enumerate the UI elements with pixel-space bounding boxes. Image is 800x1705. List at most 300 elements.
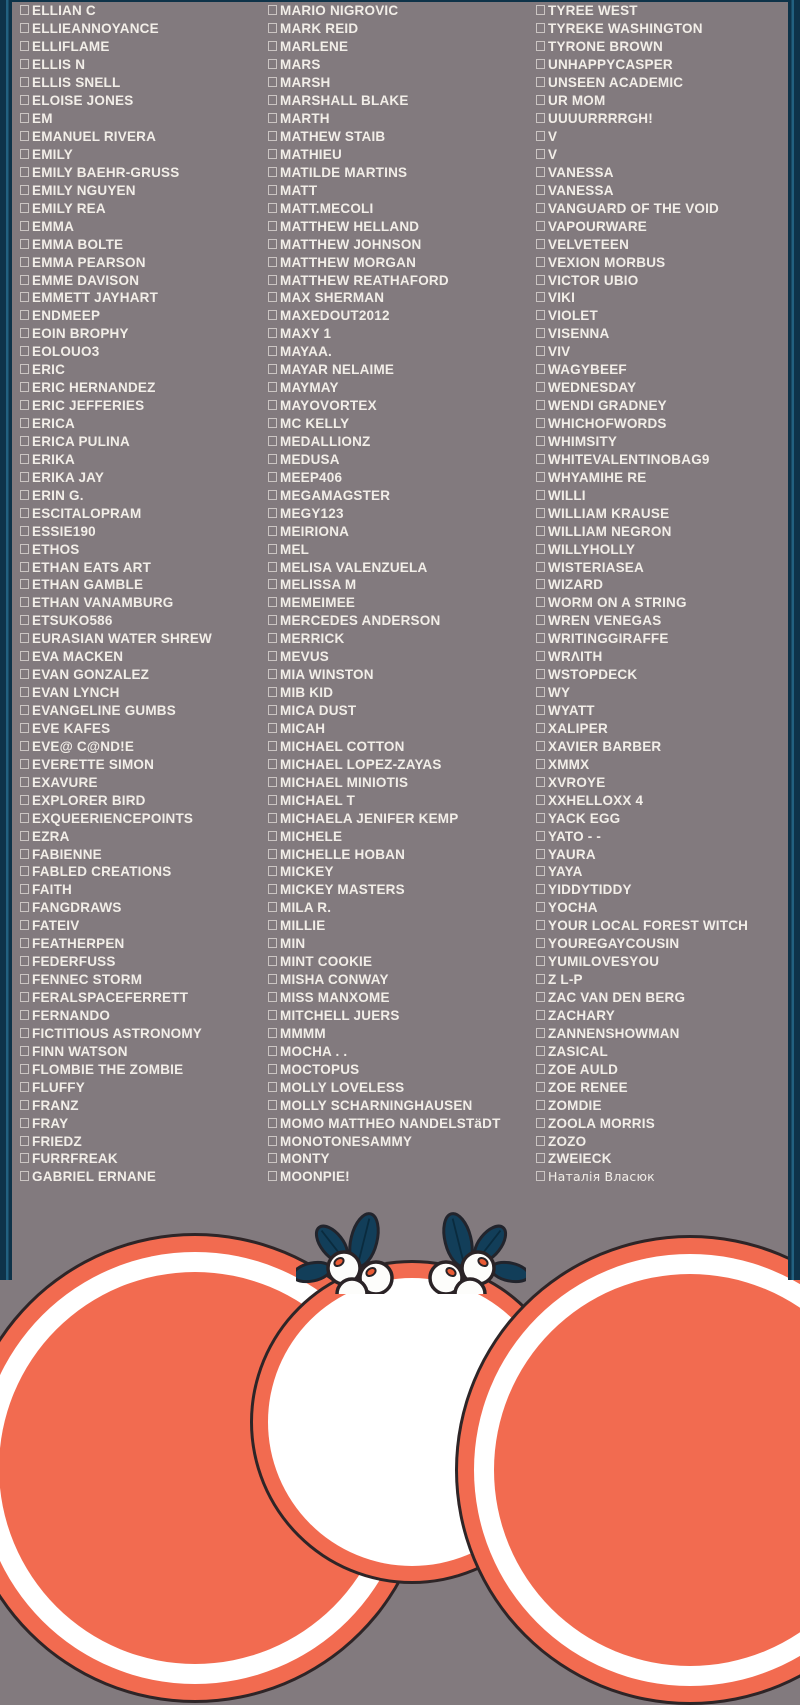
- credit-entry: [268, 486, 514, 504]
- checkbox-bullet-icon: [268, 203, 277, 213]
- credit-name: ZOOLA MORRIS: [548, 1115, 655, 1131]
- checkbox-bullet-icon: [268, 5, 277, 15]
- credit-name: FABIENNE: [32, 846, 102, 862]
- credit-entry: [536, 92, 782, 110]
- credit-name: MARIO NIGROVIC: [280, 3, 399, 19]
- checkbox-bullet-icon: [536, 364, 545, 374]
- checkbox-bullet-icon: [20, 149, 29, 159]
- credit-entry: [20, 809, 266, 827]
- checkbox-bullet-icon: [536, 597, 545, 607]
- credit-entry: [268, 540, 514, 558]
- credit-entry: [536, 110, 782, 128]
- credit-name: ZACHARY: [548, 1007, 615, 1024]
- credit-name: ELLIEANNOYANCE: [32, 21, 159, 37]
- credit-name: FICTITIOUS ASTRONOMY: [32, 1025, 202, 1042]
- credit-name: EOIN BROPHY: [32, 326, 129, 342]
- checkbox-bullet-icon: [20, 1064, 29, 1074]
- credit-entry: [20, 56, 266, 74]
- checkbox-bullet-icon: [536, 472, 545, 482]
- credit-name: MICHAEL MINIOTIS: [280, 774, 409, 790]
- checkbox-bullet-icon: [268, 1136, 277, 1146]
- credit-name: VELVETEEN: [548, 236, 630, 252]
- checkbox-bullet-icon: [20, 400, 29, 410]
- checkbox-bullet-icon: [536, 436, 545, 446]
- credit-entry: [268, 1024, 514, 1042]
- checkbox-bullet-icon: [20, 5, 29, 15]
- credit-entry: [536, 684, 782, 702]
- credit-entry: [20, 863, 266, 881]
- checkbox-bullet-icon: [20, 992, 29, 1002]
- credit-entry: [268, 271, 514, 289]
- credit-entry: [20, 737, 266, 755]
- checkbox-bullet-icon: [268, 831, 277, 841]
- checkbox-bullet-icon: [20, 490, 29, 500]
- checkbox-bullet-icon: [268, 41, 277, 51]
- credit-name: MEGY123: [280, 505, 344, 521]
- credit-name: Z L-P: [548, 971, 583, 988]
- checkbox-bullet-icon: [536, 400, 545, 410]
- credit-entry: [268, 935, 514, 953]
- checkbox-bullet-icon: [268, 185, 277, 195]
- credit-name: MAXY 1: [280, 326, 332, 342]
- checkbox-bullet-icon: [536, 239, 545, 249]
- credit-entry: [536, 253, 782, 271]
- credit-name: MICHAEL LOPEZ-ZAYAS: [280, 756, 442, 772]
- credit-entry: [268, 146, 514, 164]
- credit-name: ETSUKO586: [32, 613, 113, 629]
- checkbox-bullet-icon: [268, 866, 277, 876]
- checkbox-bullet-icon: [536, 669, 545, 679]
- checkbox-bullet-icon: [268, 884, 277, 894]
- checkbox-bullet-icon: [268, 669, 277, 679]
- wreath-arc-right-ring: [474, 1254, 800, 1686]
- credit-name: ETHOS: [32, 541, 80, 557]
- credit-name: XAVIER BARBER: [548, 738, 662, 755]
- checkbox-bullet-icon: [20, 472, 29, 482]
- credit-entry: [268, 809, 514, 827]
- checkbox-bullet-icon: [536, 1046, 545, 1056]
- credit-entry: [268, 343, 514, 361]
- credit-name: MERRICK: [280, 631, 345, 647]
- checkbox-bullet-icon: [20, 633, 29, 643]
- checkbox-bullet-icon: [20, 759, 29, 769]
- checkbox-bullet-icon: [536, 1153, 545, 1163]
- credit-entry: [536, 2, 782, 20]
- checkbox-bullet-icon: [536, 328, 545, 338]
- checkbox-bullet-icon: [268, 795, 277, 805]
- credit-entry: [268, 433, 514, 451]
- credit-name: MEDUSA: [280, 451, 340, 468]
- credit-entry: [20, 74, 266, 92]
- credit-name: FRAY: [32, 1115, 69, 1131]
- credit-entry: [536, 1132, 782, 1150]
- credit-name: FINN WATSON: [32, 1043, 128, 1059]
- credit-entry: [20, 1007, 266, 1025]
- credit-entry: [268, 56, 514, 74]
- checkbox-bullet-icon: [20, 23, 29, 33]
- checkbox-bullet-icon: [268, 239, 277, 249]
- checkbox-bullet-icon: [268, 579, 277, 589]
- credit-entry: [268, 415, 514, 433]
- credit-name: XXHELLOXX 4: [548, 792, 644, 808]
- credit-name: FEATHERPEN: [32, 936, 125, 952]
- checkbox-bullet-icon: [268, 23, 277, 33]
- credit-entry: [536, 38, 782, 56]
- checkbox-bullet-icon: [536, 956, 545, 966]
- checkbox-bullet-icon: [20, 221, 29, 231]
- checkbox-bullet-icon: [20, 562, 29, 572]
- credit-entry: [20, 576, 266, 594]
- checkbox-bullet-icon: [536, 1136, 545, 1146]
- credit-entry: [20, 235, 266, 253]
- credit-name: MOCHA . .: [280, 1043, 348, 1059]
- credit-entry: [536, 917, 782, 935]
- credit-name: YACK EGG: [548, 810, 621, 826]
- checkbox-bullet-icon: [536, 849, 545, 859]
- checkbox-bullet-icon: [536, 902, 545, 912]
- checkbox-bullet-icon: [536, 974, 545, 984]
- checkbox-bullet-icon: [268, 472, 277, 482]
- credit-name: ZOZO: [548, 1133, 587, 1149]
- credit-name: EMME DAVISON: [32, 272, 140, 288]
- credit-name: WHICHOFWORDS: [548, 415, 667, 432]
- credit-name: WILLYHOLLY: [548, 541, 636, 557]
- checkbox-bullet-icon: [536, 992, 545, 1002]
- credit-entry: [536, 146, 782, 164]
- credit-entry: [536, 809, 782, 827]
- credit-name: MELISA VALENZUELA: [280, 559, 428, 575]
- checkbox-bullet-icon: [20, 705, 29, 715]
- checkbox-bullet-icon: [536, 759, 545, 769]
- credit-entry: [20, 845, 266, 863]
- credit-entry: [536, 1024, 782, 1042]
- credit-name: V: [548, 146, 558, 163]
- credit-name: MMMM: [280, 1025, 326, 1042]
- checkbox-bullet-icon: [536, 292, 545, 302]
- credit-name: ELLIS SNELL: [32, 75, 121, 91]
- credit-entry: [268, 737, 514, 755]
- credit-name: ERIC: [32, 362, 66, 378]
- credit-name: XMMX: [548, 756, 590, 772]
- credit-name: MEIRIONA: [280, 523, 350, 539]
- checkbox-bullet-icon: [20, 795, 29, 805]
- credit-name: YOUR LOCAL FOREST WITCH: [548, 918, 749, 934]
- credit-name: MC KELLY: [280, 415, 350, 432]
- credit-entry: [20, 899, 266, 917]
- credit-entry: [536, 755, 782, 773]
- checkbox-bullet-icon: [268, 77, 277, 87]
- checkbox-bullet-icon: [536, 95, 545, 105]
- credit-entry: [268, 253, 514, 271]
- checkbox-bullet-icon: [536, 454, 545, 464]
- credit-entry: [536, 433, 782, 451]
- checkbox-bullet-icon: [536, 346, 545, 356]
- checkbox-bullet-icon: [268, 275, 277, 285]
- checkbox-bullet-icon: [20, 275, 29, 285]
- credit-name: YIDDYTIDDY: [548, 882, 632, 898]
- checkbox-bullet-icon: [20, 849, 29, 859]
- credit-name: V: [548, 128, 558, 145]
- credit-name: WENDI GRADNEY: [548, 397, 667, 414]
- credit-name: MOLLY SCHARNINGHAUSEN: [280, 1097, 473, 1113]
- credit-name: ERICA: [32, 415, 76, 432]
- credit-name: TYRONE BROWN: [548, 39, 663, 55]
- credit-entry: [536, 181, 782, 199]
- credit-entry: [268, 325, 514, 343]
- checkbox-bullet-icon: [536, 705, 545, 715]
- credit-name: VIKI: [548, 290, 576, 306]
- credit-name: EMMETT JAYHART: [32, 290, 159, 306]
- credit-name: VICTOR UBIO: [548, 272, 639, 288]
- credit-name: MICHAEL COTTON: [280, 738, 405, 755]
- berry-cluster-left-icon: [296, 1208, 428, 1294]
- credit-entry: [20, 2, 266, 20]
- checkbox-bullet-icon: [536, 1010, 545, 1020]
- credit-entry: [20, 343, 266, 361]
- credit-entry: [20, 146, 266, 164]
- wreath-arc-left-outline: [0, 1233, 430, 1703]
- credit-entry: [20, 486, 266, 504]
- credit-name: MAYAR NELAIME: [280, 362, 395, 378]
- credit-name: ELLIFLAME: [32, 39, 110, 55]
- credit-entry: [536, 163, 782, 181]
- checkbox-bullet-icon: [268, 1046, 277, 1056]
- credit-name: ERIC HERNANDEZ: [32, 380, 156, 396]
- credit-entry: [268, 773, 514, 791]
- credit-name: ERIC JEFFERIES: [32, 397, 145, 414]
- checkbox-bullet-icon: [536, 544, 545, 554]
- checkbox-bullet-icon: [268, 1028, 277, 1038]
- checkbox-bullet-icon: [536, 77, 545, 87]
- credit-entry: [268, 361, 514, 379]
- credit-entry: [20, 971, 266, 989]
- credit-name: MEGAMAGSTER: [280, 487, 391, 503]
- checkbox-bullet-icon: [20, 454, 29, 464]
- checkbox-bullet-icon: [536, 831, 545, 841]
- credit-name: YAYA: [548, 864, 583, 880]
- credit-name: MISHA CONWAY: [280, 971, 389, 988]
- credit-entry: [20, 917, 266, 935]
- credit-name: WIZARD: [548, 577, 604, 593]
- credit-name: XALIPER: [548, 720, 608, 737]
- checkbox-bullet-icon: [20, 131, 29, 141]
- credit-entry: [20, 989, 266, 1007]
- credit-name: WREN VENEGAS: [548, 613, 662, 629]
- checkbox-bullet-icon: [268, 59, 277, 69]
- credit-entry: [20, 522, 266, 540]
- credit-name: MOMO MATTHEO NANDELSTäDT: [280, 1115, 501, 1131]
- credit-entry: [20, 1168, 266, 1186]
- credit-entry: [20, 558, 266, 576]
- checkbox-bullet-icon: [268, 1153, 277, 1163]
- credit-name: MATTHEW JOHNSON: [280, 236, 422, 252]
- checkbox-bullet-icon: [536, 526, 545, 536]
- credit-name: FENNEC STORM: [32, 971, 143, 988]
- checkbox-bullet-icon: [268, 597, 277, 607]
- credit-name: FLUFFY: [32, 1079, 85, 1095]
- checkbox-bullet-icon: [536, 651, 545, 661]
- credit-entry: [536, 1114, 782, 1132]
- credit-entry: [536, 791, 782, 809]
- credit-entry: [536, 522, 782, 540]
- checkbox-bullet-icon: [268, 454, 277, 464]
- checkbox-bullet-icon: [20, 687, 29, 697]
- credit-entry: [536, 74, 782, 92]
- credit-name: WILLI: [548, 487, 586, 503]
- wreath-arc-left-outer: [0, 1236, 427, 1700]
- checkbox-bullet-icon: [268, 490, 277, 500]
- credit-entry: [536, 1096, 782, 1114]
- credit-name: YOUREGAYCOUSIN: [548, 936, 680, 952]
- credit-entry: [536, 20, 782, 38]
- credit-entry: [20, 791, 266, 809]
- checkbox-bullet-icon: [536, 418, 545, 428]
- checkbox-bullet-icon: [268, 651, 277, 661]
- credit-name: ZASICAL: [548, 1043, 608, 1059]
- credit-entry: [268, 38, 514, 56]
- credit-entry: [268, 74, 514, 92]
- credit-name: ZAC VAN DEN BERG: [548, 989, 686, 1006]
- checkbox-bullet-icon: [20, 669, 29, 679]
- checkbox-bullet-icon: [536, 490, 545, 500]
- credit-name: VIOLET: [548, 308, 598, 324]
- checkbox-bullet-icon: [536, 866, 545, 876]
- credit-entry: [268, 720, 514, 738]
- credit-name: MICHAEL T: [280, 792, 356, 808]
- credit-name: VIV: [548, 344, 571, 360]
- credit-name: WYATT: [548, 702, 595, 719]
- credit-name: EVE KAFES: [32, 720, 111, 737]
- credit-entry: [20, 827, 266, 845]
- credit-entry: [268, 917, 514, 935]
- credits-column-1: [20, 2, 266, 1186]
- credit-entry: [536, 594, 782, 612]
- checkbox-bullet-icon: [20, 292, 29, 302]
- checkbox-bullet-icon: [268, 741, 277, 751]
- checkbox-bullet-icon: [268, 974, 277, 984]
- checkbox-bullet-icon: [536, 615, 545, 625]
- credit-name: MATTHEW HELLAND: [280, 218, 420, 234]
- credit-entry: [268, 397, 514, 415]
- credit-name: EMILY NGUYEN: [32, 182, 136, 198]
- credit-entry: [20, 415, 266, 433]
- credit-name: WHIMSITY: [548, 433, 618, 450]
- berry-cluster-right-icon: [394, 1208, 526, 1294]
- credit-entry: [268, 1168, 514, 1186]
- credit-entry: [20, 953, 266, 971]
- credit-name: FERNANDO: [32, 1007, 111, 1024]
- credit-entry: [268, 379, 514, 397]
- checkbox-bullet-icon: [268, 346, 277, 356]
- checkbox-bullet-icon: [268, 328, 277, 338]
- credit-name: MAYAA.: [280, 344, 332, 360]
- checkbox-bullet-icon: [20, 95, 29, 105]
- credit-entry: [536, 468, 782, 486]
- credit-name: EMILY REA: [32, 200, 106, 216]
- credit-entry: [20, 468, 266, 486]
- checkbox-bullet-icon: [268, 292, 277, 302]
- wreath-arc-middle-ring: [268, 1278, 556, 1566]
- credit-entry: [536, 307, 782, 325]
- credit-name: MIN: [280, 936, 306, 952]
- credit-entry: [268, 612, 514, 630]
- credit-entry: [268, 235, 514, 253]
- credit-entry: [536, 899, 782, 917]
- credit-entry: [536, 379, 782, 397]
- credit-entry: [536, 235, 782, 253]
- credit-name: WILLIAM NEGRON: [548, 523, 672, 539]
- credit-entry: [20, 433, 266, 451]
- credit-name: MARTH: [280, 110, 330, 127]
- checkbox-bullet-icon: [268, 257, 277, 267]
- checkbox-bullet-icon: [20, 831, 29, 841]
- credit-entry: [536, 1078, 782, 1096]
- credit-entry: [536, 737, 782, 755]
- credit-name: MARSH: [280, 75, 331, 91]
- credit-entry: [536, 630, 782, 648]
- credit-name: ENDMEEP: [32, 308, 101, 324]
- credit-entry: [268, 163, 514, 181]
- checkbox-bullet-icon: [536, 562, 545, 572]
- credit-entry: [536, 863, 782, 881]
- checkbox-bullet-icon: [536, 1100, 545, 1110]
- credit-entry: [268, 791, 514, 809]
- credit-name: WRΛITH: [548, 649, 603, 665]
- credit-name: EMMA PEARSON: [32, 254, 146, 270]
- checkbox-bullet-icon: [20, 1153, 29, 1163]
- credit-name: MARS: [280, 57, 321, 73]
- credit-entry: [536, 1060, 782, 1078]
- credit-name: WAGYBEEF: [548, 362, 627, 378]
- credit-name: WORM ON A STRING: [548, 595, 687, 611]
- checkbox-bullet-icon: [536, 1064, 545, 1074]
- credit-name: EOLOUO3: [32, 344, 100, 360]
- credit-entry: [20, 1024, 266, 1042]
- checkbox-bullet-icon: [20, 257, 29, 267]
- checkbox-bullet-icon: [536, 203, 545, 213]
- credit-name: ESCITALOPRAM: [32, 505, 142, 521]
- wreath-arc-right-outline: [455, 1235, 800, 1705]
- credit-entry: [268, 755, 514, 773]
- checkbox-bullet-icon: [536, 633, 545, 643]
- checkbox-bullet-icon: [536, 167, 545, 177]
- credit-name: ZOE RENEE: [548, 1079, 628, 1095]
- credit-entry: [20, 935, 266, 953]
- credit-name: Наталія Власюк: [548, 1169, 655, 1185]
- credit-name: YOCHA: [548, 900, 598, 916]
- credit-entry: [536, 128, 782, 146]
- credit-name: ESSIE190: [32, 523, 96, 539]
- checkbox-bullet-icon: [20, 203, 29, 213]
- credit-name: TYREE WEST: [548, 3, 638, 19]
- credit-entry: [268, 92, 514, 110]
- checkbox-bullet-icon: [20, 1010, 29, 1020]
- credit-name: ZWEIECK: [548, 1151, 612, 1167]
- wreath-arc-left-ring: [0, 1252, 411, 1684]
- credit-entry: [536, 504, 782, 522]
- checkbox-bullet-icon: [268, 149, 277, 159]
- wreath-arc-middle-outer: [253, 1263, 571, 1581]
- credit-name: EVANGELINE GUMBS: [32, 702, 176, 719]
- checkbox-bullet-icon: [268, 310, 277, 320]
- credit-name: MATTHEW REATHAFORD: [280, 272, 449, 288]
- credit-entry: [536, 486, 782, 504]
- credit-entry: [268, 702, 514, 720]
- credit-name: MIA WINSTON: [280, 667, 374, 683]
- credit-name: WY: [548, 684, 571, 701]
- credit-name: MEEP406: [280, 469, 343, 485]
- credit-name: FRIEDZ: [32, 1133, 82, 1149]
